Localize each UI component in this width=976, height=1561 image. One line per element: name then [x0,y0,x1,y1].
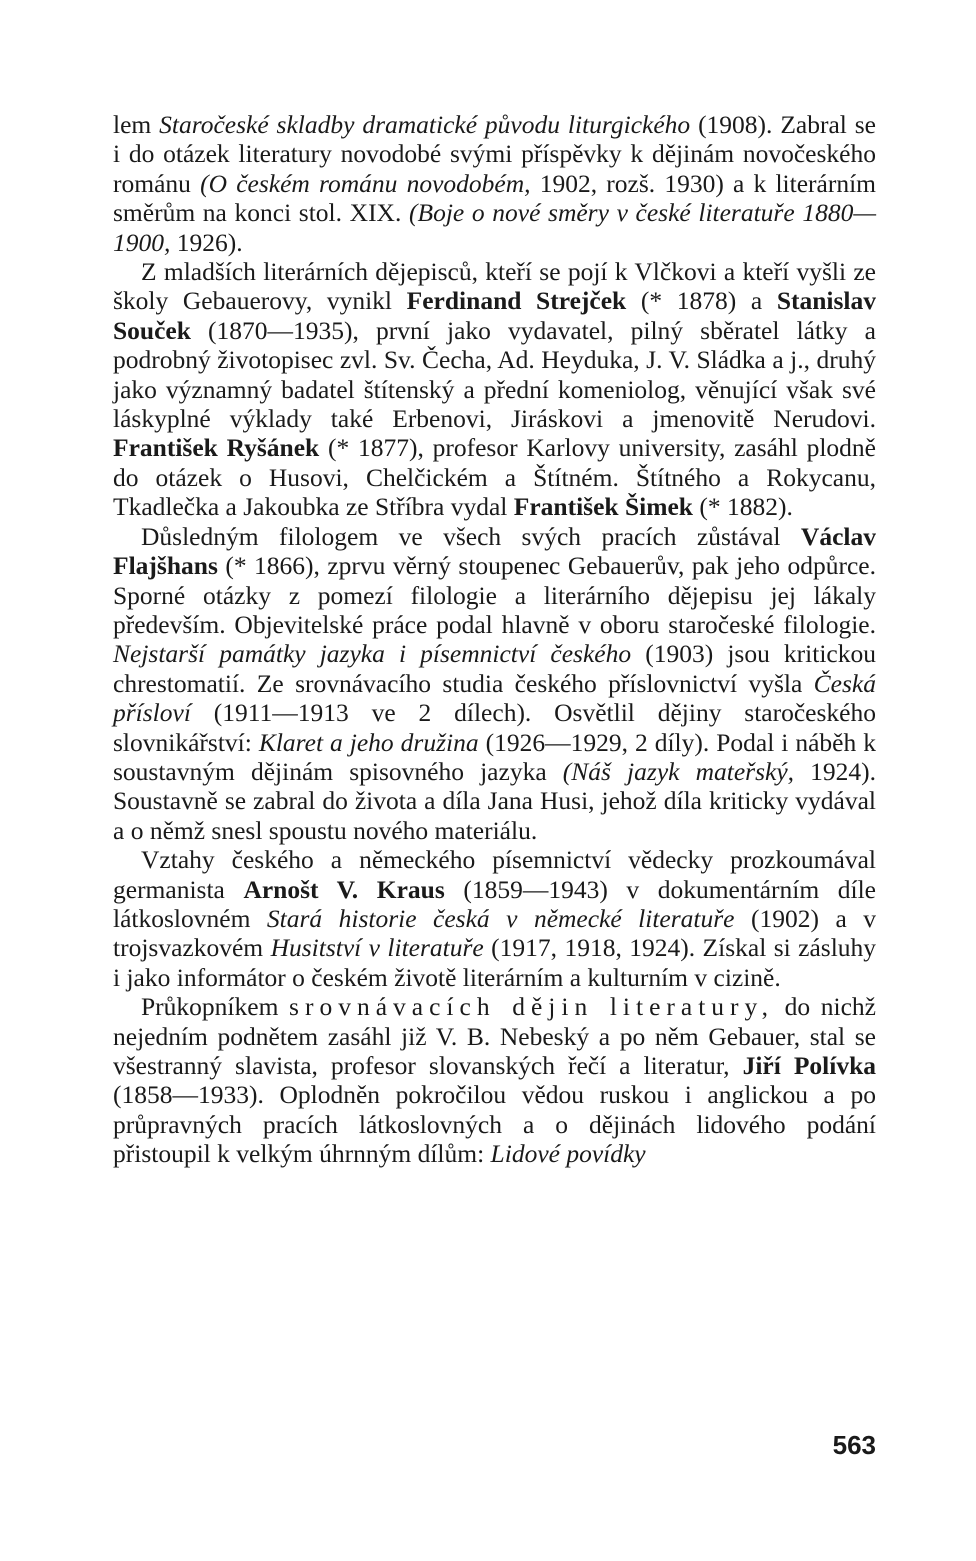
person-name: František Ryšánek [113,433,320,463]
text-run: (* 1878) a [626,286,777,316]
text-run: 1926). [170,227,243,257]
person-name: Stanislav Souček [113,286,877,345]
text-run: 1902, rozš. 1930) a k literárním směrům na konci stol. XIX. [113,168,876,228]
person-name: Jiří Polívka [742,1051,876,1080]
text-run: lem [113,110,160,139]
text-run: Důsledným filologem ve všech svých pracích zůstával [141,521,801,551]
text-run: Vztahy českého a německého písemnictví vědecky prozkoumával germanista [113,845,876,904]
work-title: (Náš jazyk mateřský, [562,756,795,786]
paragraph [113,992,876,1168]
work-title: Česká přísloví [113,668,876,728]
paragraph [113,257,876,522]
work-title: Staročeské skladby dramatické původu liturgického [159,110,691,139]
text-run: (1902) a v trojsvazkovém [113,903,876,963]
person-name: František Šimek [513,492,693,522]
text-run: (1911—1913 ve 2 dílech). Osvětlil dějiny staročeského slovnikářství: [113,698,876,757]
text-run: (1870—1935), první jako vydavatel, pilný sběratel látky a podrobný životopisec zvl. Sv. Čecha, Ad. Heyduka, J. V. Sládka a j., druhý jako významný badatel štítenský a přední komeniolog, věnující však své láskyplné výklady také Erbenovi, Jiráskovi a jmenovitě Nerudovi. [113,315,876,434]
paragraph [113,110,876,257]
paragraph [113,522,876,845]
text-run: do nichž nejedním podnětem zasáhl již V. B. Nebeský a po něm Gebauer, stal se všestranný slavista, profesor slovanských řečí a literatur, [113,992,876,1080]
text-run: (1903) jsou kritickou chrestomatií. Ze srovnávacího studia českého příslovnictví vyšla [113,639,876,698]
work-title: (O českém románu novodobém, [200,168,531,198]
work-title: Lidové povídky [490,1139,646,1169]
emphasized-term: srovnávacích dějin literatury, [289,992,774,1022]
person-name: Ferdinand Strejček [406,286,627,316]
text-run: (* 1877), profesor Karlovy university, zasáhl plodně do otázek o Husovi, Chelčickém a Štítném. Štítného a Rokycanu, Tkadlečka a Jakoubka ze Stříbra vydal [113,433,876,522]
paragraph [113,845,876,992]
work-title: Klaret a jeho družina [258,727,479,757]
work-title: Nejstarší památky jazyka i písemnictví českého [113,639,632,669]
text-run: (1859—1943) v dokumentárním díle látkoslovném [113,874,876,933]
person-name: Arnošt V. Kraus [243,874,445,904]
body-text [113,110,876,1169]
text-run: 1924). Soustavně se zabral do života a díla Jana Husi, jehož díla kriticky vydával a o němž snesl spoustu nového materiálu. [113,756,877,845]
text-run: (* 1882). [692,492,793,522]
text-run: (1908). Zabral se i do otázek literatury novodobé svými příspěvky k dějinám novočeského románu [113,110,876,198]
work-title: Husitství v literatuře [270,933,484,963]
text-run: (* 1866), zprvu věrný stoupenec Gebauerův, pak jeho odpůrce. Sporné otázky z pomezí filologie a literárního dějepisu jej lákaly především. Objevitelské práce podal hlavně v oboru staročeské filologie. [113,551,876,639]
work-title: Stará historie česká v německé literatuře [266,903,735,933]
work-title: (Boje o nové směry v české literatuře 1880—1900, [113,198,876,257]
text-run: (1858—1933). Oplodněn pokročilou vědou ruskou i anglickou a po průpravných pracích látkoslovných a o dějinách lidového podání přistoupil k velkým úhrnným dílům: [113,1080,876,1169]
text-run: (1926—1929, 2 díly). Podal i náběh k soustavným dějinám spisovného jazyka [113,727,876,786]
text-run: Průkopníkem [141,992,290,1022]
text-run: Z mladších literárních dějepisců, kteří se pojí k Vlčkovi a kteří vyšli ze školy Gebauerovy, vynikl [113,257,876,316]
text-run: (1917, 1918, 1924). Získal si zásluhy i jako informátor o českém životě literárním a kulturním v cizině. [113,933,877,992]
person-name: Václav Flajšhans [113,521,876,581]
page-number: 563 [832,1430,876,1460]
